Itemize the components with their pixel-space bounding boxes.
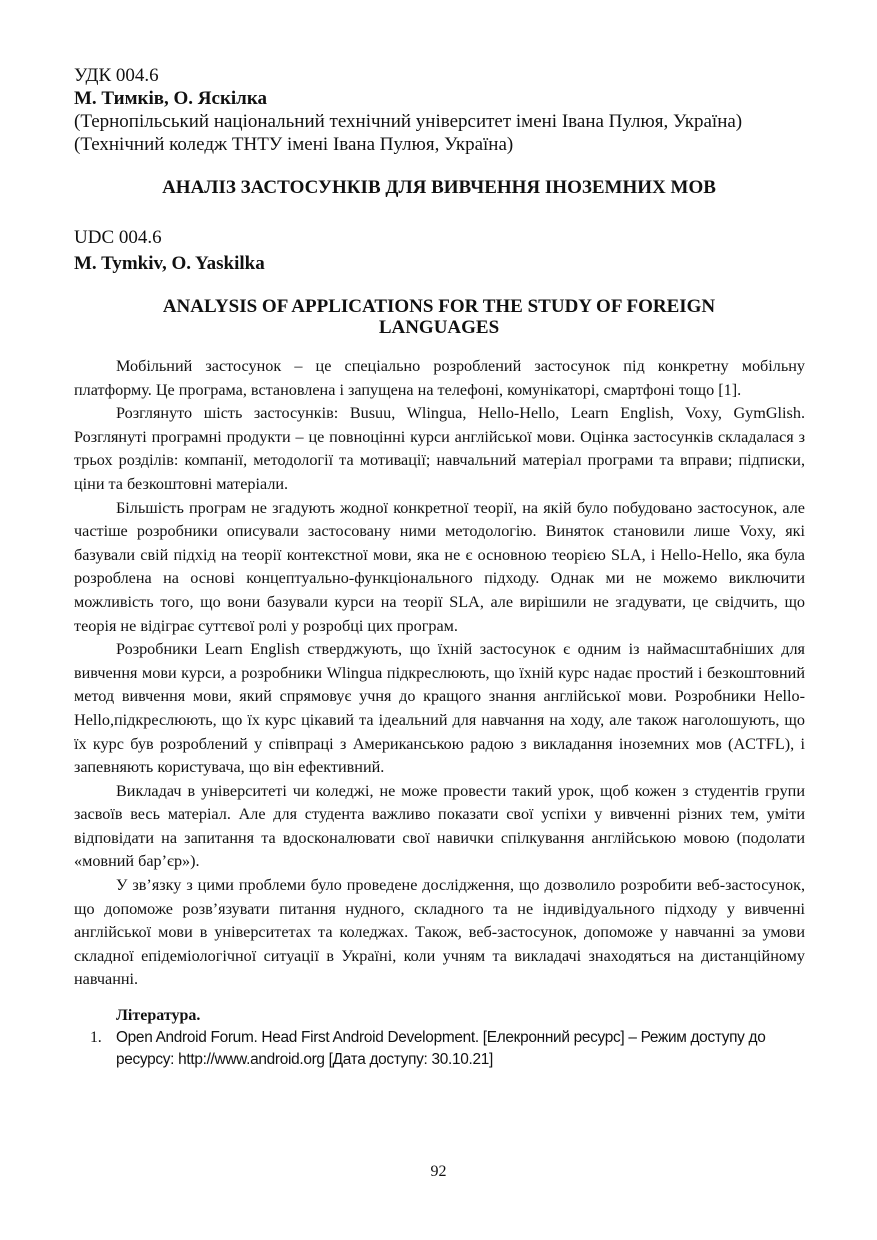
udk-code-ua: УДК 004.6 <box>74 65 159 86</box>
paragraph: Розглянуто шість застосунків: Busuu, Wlingua, Hello-Hello, Learn English, Voxy, GymGlish. Розглянуті програмні продукти – це повноцінні курси англійської мови. Оцінка застосунків складалася з трьох розділів: компанії, методології та мотивації; навчальний матеріал програми та вправи; підписки, ціни та безкоштовні матеріали. <box>74 404 805 493</box>
reference-text: Open Android Forum. Head First Android Development. [Елекронний ресурс] – Режим доступу до ресурсу: http://www.android.org [Дата доступу: 30.10.21] <box>116 1029 766 1068</box>
title-ua: АНАЛІЗ ЗАСТОСУНКІВ ДЛЯ ВИВЧЕННЯ ІНОЗЕМНИХ МОВ <box>162 177 716 198</box>
paragraph: У зв’язку з цими проблеми було проведене дослідження, що дозволило розробити веб-застосунок, що допоможе розв’язувати питання нудного, складного та не індивідуального підходу у вивченні англійської мови в університетах та коледжах. Також, веб-застосунок, допоможе у навчанні за умови складної епідеміологічної ситуації в Україні, коли учням та викладачі знаходяться на дистанційному навчанні. <box>74 876 805 989</box>
page-number: 92 <box>430 1163 447 1180</box>
paragraph: Розробники Learn English стверджують, що їхній застосунок є одним із наймасштабніших для вивчення мови курси, а розробники Wlingua підкреслюють, що їхній курс надає простий і безкоштовний метод вивчення мови, який спрямовує учня до кращого знання англійської мови. Розробники Hello-Hello,підкреслюють, що їх курс цікавий та ідеальний для навчання на ходу, але також наголошують, що їх курс був розроблений у співпраці з Американською радою з викладання іноземних мов (ACTFL), і запевняють користувача, що він ефективний. <box>74 640 805 777</box>
authors-en: M. Tymkiv, O. Yaskilka <box>74 253 265 274</box>
authors-ua: М. Тимків, О. Яскілка <box>74 88 267 109</box>
article-body <box>74 355 805 992</box>
udc-code-en: UDC 004.6 <box>74 227 162 248</box>
affiliation-2: (Технічний коледж ТНТУ імені Івана Пулюя, Україна) <box>74 134 514 155</box>
paragraph: Більшість програм не згадують жодної конкретної теорії, на якій було побудовано застосунок, але частіше розробники описували застосовану ними методологію. Виняток становили лише Voxy, які базували свій підхід на теорії контекстної мови, яка не є основною теорією SLA, і Hello-Hello, яка була розроблена на основі концептуально-функціонального підходу. Однак ми не можемо виключити можливість того, що вони базували курси на теорії SLA, але вирішили не згадувати, це свідчить, що теорія не відіграє суттєвої ролі у розробці цих програм. <box>74 498 805 635</box>
paragraph: Мобільний застосунок – це спеціально розроблений застосунок під конкретну мобільну платформу. Це програма, встановлена і запущена на телефоні, комунікаторі, смартфоні тощо [1]. <box>74 357 805 399</box>
reference-item <box>90 1027 806 1071</box>
reference-number: 1. <box>90 1029 102 1046</box>
paragraph: Викладач в університеті чи коледжі, не може провести такий урок, щоб кожен з студентів групи засвоїв весь матеріал. Але для студента важливо показати свої успіхи у вивченні різних тем, уміти відповідати на запитання та вдосконалювати свої навички спілкування англійською мовою (подолати «мовний бар’єр»). <box>74 781 805 871</box>
references-heading: Література. <box>116 1007 201 1024</box>
affiliation-1: (Тернопільський національний технічний університет імені Івана Пулюя, Україна) <box>74 111 743 132</box>
title-en: ANALYSIS OF APPLICATIONS FOR THE STUDY OF FOREIGN LANGUAGES <box>162 296 716 338</box>
